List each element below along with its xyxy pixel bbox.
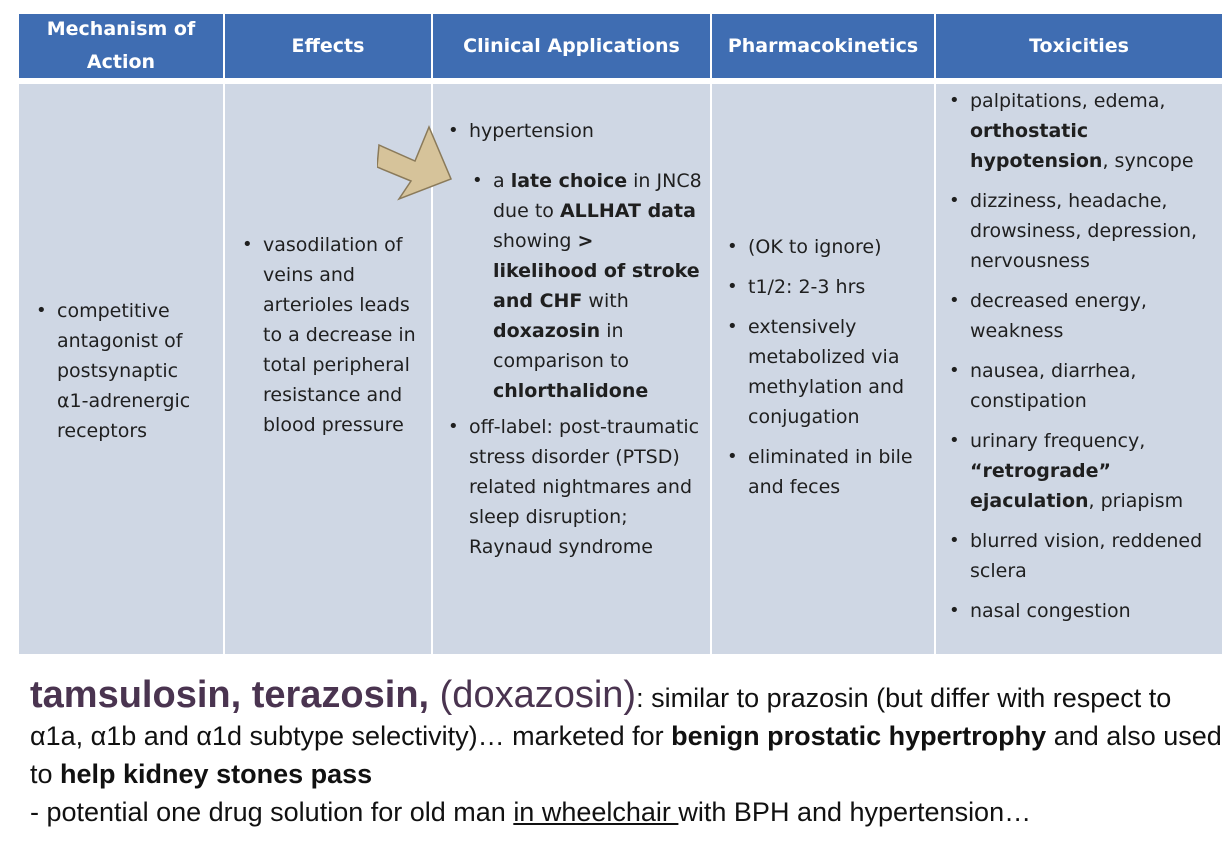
cell-toxicities bbox=[936, 84, 1222, 654]
effects-item-text: vasodilation of veins and arterioles leads to a decrease in total peripheral resistance and blood pressure bbox=[263, 234, 416, 436]
tox-item-2 bbox=[946, 186, 1218, 276]
sub-in: in JNC8 due to bbox=[493, 170, 702, 222]
summary-stones: help kidney stones pass bbox=[60, 759, 373, 789]
tox-4: nausea, diarrhea, constipation bbox=[970, 360, 1137, 412]
tox-6: blurred vision, reddened sclera bbox=[970, 530, 1203, 582]
cell-pharmacokinetics bbox=[712, 84, 934, 654]
drug-doxazosin: (doxazosin) bbox=[429, 674, 637, 716]
tox-1c: , syncope bbox=[1102, 150, 1194, 172]
row-divider bbox=[19, 78, 1222, 84]
sub-incomp: in comparison to bbox=[493, 320, 630, 372]
tox-item-5 bbox=[946, 426, 1218, 516]
summary-part-1: : similar to prazosin (but differ with respect to α1a, α1b and α1d subtype selectivity)… marketed for bbox=[30, 683, 1172, 751]
pk-item-3-text: extensively metabolized via methylation and conjugation bbox=[748, 316, 905, 428]
tox-item-1 bbox=[946, 86, 1218, 176]
sub-late: late choice bbox=[510, 170, 628, 192]
summary-bph: benign prostatic hypertrophy bbox=[671, 721, 1047, 751]
pk-item-4 bbox=[724, 442, 930, 502]
moa-item-text: competitive antagonist of postsynaptic α1-adrenergic receptors bbox=[57, 300, 191, 442]
pointer-arrow-icon bbox=[377, 123, 455, 203]
tox-item-7 bbox=[946, 596, 1218, 626]
header-tox-label: Toxicities bbox=[1029, 34, 1129, 57]
tox-5c: , priapism bbox=[1088, 490, 1184, 512]
summary-wheelchair: in wheelchair bbox=[513, 797, 679, 827]
header-toxicities bbox=[936, 14, 1222, 78]
sub-with: with bbox=[582, 290, 629, 312]
tox-7: nasal congestion bbox=[970, 600, 1131, 622]
clinical-offlabel-text: off-label: post-traumatic stress disorder (PTSD) related nightmares and sleep disruption; Raynaud syndrome bbox=[469, 416, 700, 558]
tox-5a: urinary frequency, bbox=[970, 430, 1146, 452]
moa-item bbox=[33, 296, 215, 446]
drug-names: tamsulosin, terazosin, bbox=[30, 674, 430, 716]
tox-item-3 bbox=[946, 286, 1218, 346]
sub-a: a bbox=[493, 170, 511, 192]
summary-part-2: and also used to bbox=[30, 721, 1222, 789]
drug-table bbox=[19, 14, 1222, 654]
tox-item-4 bbox=[946, 356, 1218, 416]
sub-gt: > likelihood of stroke and CHF bbox=[493, 230, 700, 312]
clinical-item-hypertension bbox=[445, 116, 704, 146]
header-pk-label: Pharmacokinetics bbox=[727, 34, 919, 57]
tox-5b: “retrograde” ejaculation bbox=[970, 460, 1112, 512]
header-pharmacokinetics bbox=[712, 14, 934, 78]
summary-text bbox=[30, 676, 1225, 831]
pk-item-1 bbox=[724, 232, 930, 262]
pk-item-1-text: (OK to ignore) bbox=[748, 236, 882, 258]
effects-item bbox=[239, 230, 425, 440]
summary-line2-a: - potential one drug solution for old man bbox=[30, 797, 514, 827]
tox-2: dizziness, headache, drowsiness, depression, nervousness bbox=[970, 190, 1198, 272]
sub-showing: showing bbox=[493, 230, 578, 252]
tox-item-6 bbox=[946, 526, 1218, 586]
column-divider bbox=[934, 14, 936, 654]
column-divider bbox=[223, 14, 225, 654]
pk-item-2-text: t1/2: 2-3 hrs bbox=[748, 276, 866, 298]
clinical-htn-text: hypertension bbox=[469, 120, 594, 142]
tox-3: decreased energy, weakness bbox=[970, 290, 1147, 342]
header-clinical-label: Clinical Applications bbox=[463, 34, 680, 57]
clinical-item-offlabel bbox=[445, 412, 704, 562]
tox-1b: orthostatic hypotension bbox=[970, 120, 1103, 172]
header-mechanism bbox=[19, 14, 223, 78]
sub-chlor: chlorthalidone bbox=[493, 380, 649, 402]
header-clinical bbox=[433, 14, 710, 78]
sub-allhat: ALLHAT data bbox=[559, 200, 696, 222]
pk-item-3 bbox=[724, 312, 930, 432]
column-divider bbox=[710, 14, 712, 654]
sub-doxa: doxazosin bbox=[493, 320, 601, 342]
header-mechanism-label: Mechanism of Action bbox=[46, 18, 196, 73]
header-effects bbox=[225, 14, 431, 78]
summary-line2-b: with BPH and hypertension… bbox=[678, 797, 1032, 827]
column-divider bbox=[431, 14, 433, 654]
header-effects-label: Effects bbox=[291, 34, 365, 57]
tox-1a: palpitations, edema, bbox=[970, 90, 1166, 112]
cell-clinical bbox=[433, 84, 710, 654]
cell-mechanism bbox=[19, 84, 223, 654]
clinical-subitem-late-choice bbox=[469, 166, 704, 406]
pk-item-4-text: eliminated in bile and feces bbox=[748, 446, 913, 498]
pk-item-2 bbox=[724, 272, 930, 302]
